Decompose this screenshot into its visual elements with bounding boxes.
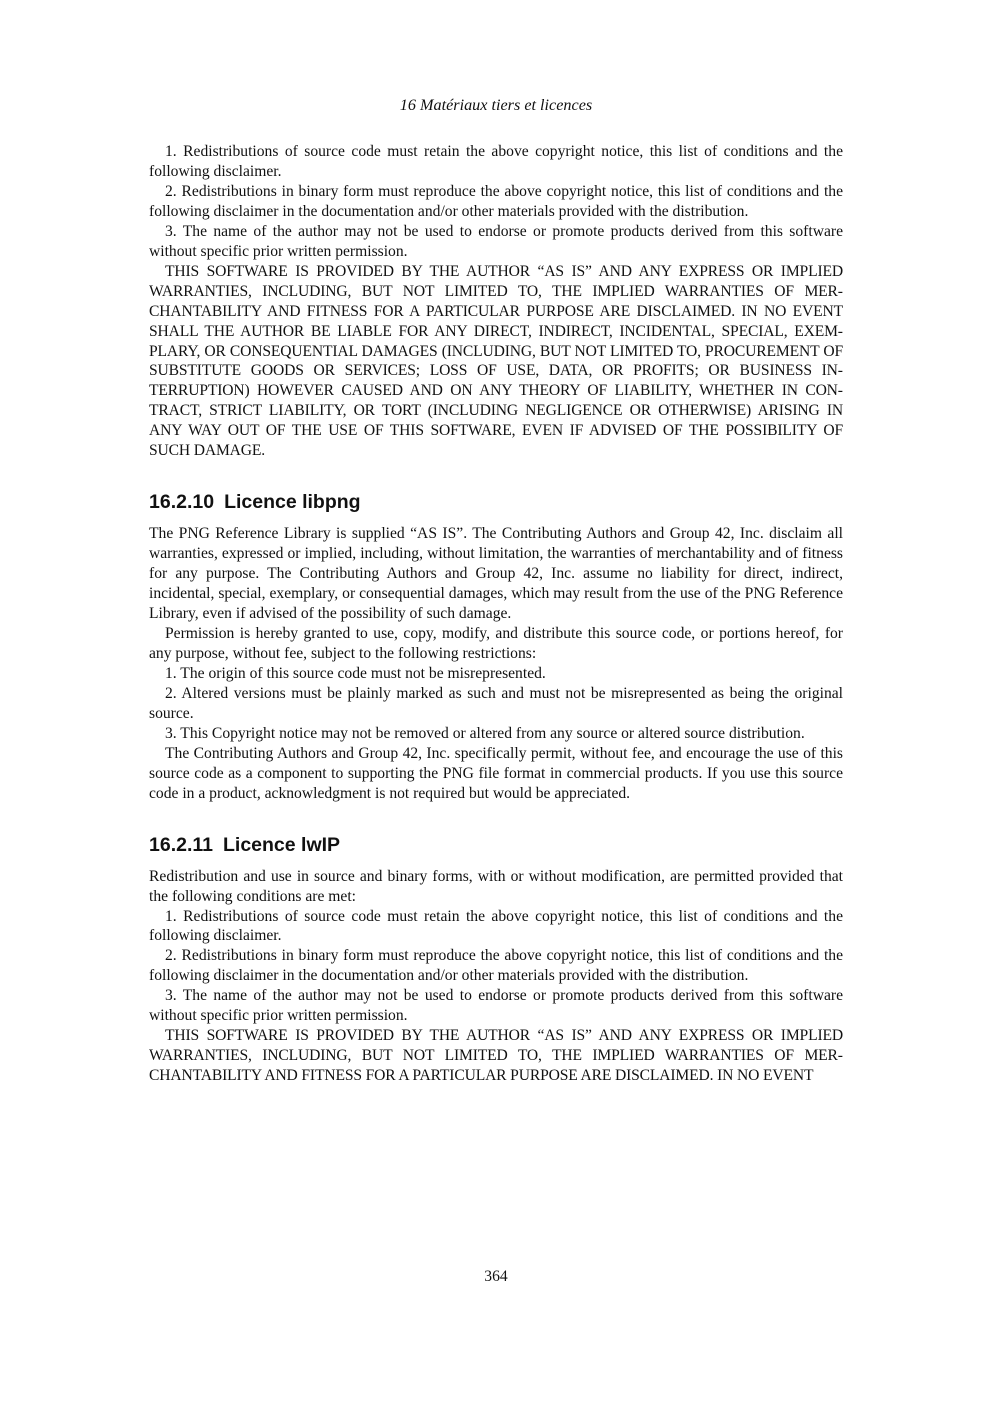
document-page xyxy=(149,0,843,1403)
paragraph: 2. Redistributions in binary form must reproduce the above copyright notice, this list of conditions and the following disclaimer in the documentation and/or other materials provided with the distribution. xyxy=(149,182,843,220)
running-head: 16 Matériaux tiers et licences xyxy=(399,96,593,114)
paragraph: 2. Redistributions in binary form must reproduce the above copyright notice, this list of conditions and the following disclaimer in the documentation and/or other materials provided with the distribution. xyxy=(149,947,843,985)
section-title: Licence libpng xyxy=(224,491,361,514)
paragraph: 1. Redistributions of source code must retain the above copyright notice, this list of conditions and the following disclaimer. xyxy=(149,907,843,945)
paragraph: 1. The origin of this source code must not be misrepresented. xyxy=(165,664,546,682)
section-heading-libpng xyxy=(149,490,843,514)
disclaimer-paragraph: THIS SOFTWARE IS PROVIDED BY THE AUTHOR “AS IS” AND ANY EXPRESS OR IMPLIED WARRANTIES, INCLUDING, BUT NOT LIMITED TO, THE IMPLIED WARRANTIES OF MERCHANTABILITY AND FITNESS FOR A PARTICULAR PURPOSE ARE DISCLAIMED. IN NO EVENT SHALL THE AUTHOR BE LIABLE FOR ANY DIRECT, INDIRECT, INCIDENTAL, SPECIAL, EXEMPLARY, OR CONSEQUENTIAL DAMAGES (INCLUDING, BUT NOT LIMITED TO, PROCUREMENT OF SUBSTITUTE GOODS OR SERVICES; LOSS OF USE, DATA, OR PROFITS; OR BUSINESS INTERRUPTION) HOWEVER CAUSED AND ON ANY THEORY OF LIABILITY, WHETHER IN CONTRACT, STRICT LIABILITY, OR TORT (INCLUDING NEGLIGENCE OR OTHERWISE) ARISING IN ANY WAY OUT OF THE USE OF THIS SOFTWARE, EVEN IF ADVISED OF THE POSSIBILITY OF SUCH DAMAGE. xyxy=(149,262,843,460)
section-number: 16.2.11 xyxy=(149,833,213,856)
paragraph: Redistribution and use in source and binary forms, with or without modification, are permitted provided that the following conditions are met: xyxy=(149,867,843,905)
section-number: 16.2.10 xyxy=(149,491,215,514)
paragraph: 1. Redistributions of source code must retain the above copyright notice, this list of conditions and the following disclaimer. xyxy=(149,143,843,180)
paragraph: 3. The name of the author may not be used to endorse or promote products derived from this software without specific prior written permission. xyxy=(149,987,843,1025)
section-title: Licence lwIP xyxy=(222,833,341,856)
paragraph: 2. Altered versions must be plainly marked as such and must not be misrepresented as being the original source. xyxy=(149,684,843,722)
paragraph: 3. The name of the author may not be used to endorse or promote products derived from this software without specific prior written permission. xyxy=(149,222,843,260)
section-heading-lwip xyxy=(149,833,843,857)
paragraph: 3. This Copyright notice may not be removed or altered from any source or altered source distribution. xyxy=(165,724,805,742)
paragraph: The PNG Reference Library is supplied “AS IS”. The Contributing Authors and Group 42, Inc. disclaim all warranties, expressed or implied, including, without limitation, the warranties of merchantability and of fitness for any purpose. The Contributing Authors and Group 42, Inc. assume no liability for direct, indirect, incidental, special, exemplary, or consequential damages, which may result from the use of the PNG Reference Library, even if advised of the possibility of such damage. xyxy=(149,525,843,623)
page-body xyxy=(149,142,843,1086)
disclaimer-paragraph: THIS SOFTWARE IS PROVIDED BY THE AUTHOR “AS IS” AND ANY EXPRESS OR IMPLIED WARRANTIES, INCLUDING, BUT NOT LIMITED TO, THE IMPLIED WARRANTIES OF MERCHANTABILITY AND FITNESS FOR A PARTICULAR PURPOSE ARE DISCLAIMED. IN NO EVENT xyxy=(149,1027,843,1085)
page-number: 364 xyxy=(484,1268,508,1285)
paragraph: Permission is hereby granted to use, copy, modify, and distribute this source code, or portions hereof, for any purpose, without fee, subject to the following restrictions: xyxy=(149,625,843,662)
paragraph: The Contributing Authors and Group 42, Inc. specifically permit, without fee, and encourage the use of this source code as a component to supporting the PNG file format in commercial products. If you use this source code in a product, acknowledgment is not required but would be appreciated. xyxy=(149,744,843,802)
